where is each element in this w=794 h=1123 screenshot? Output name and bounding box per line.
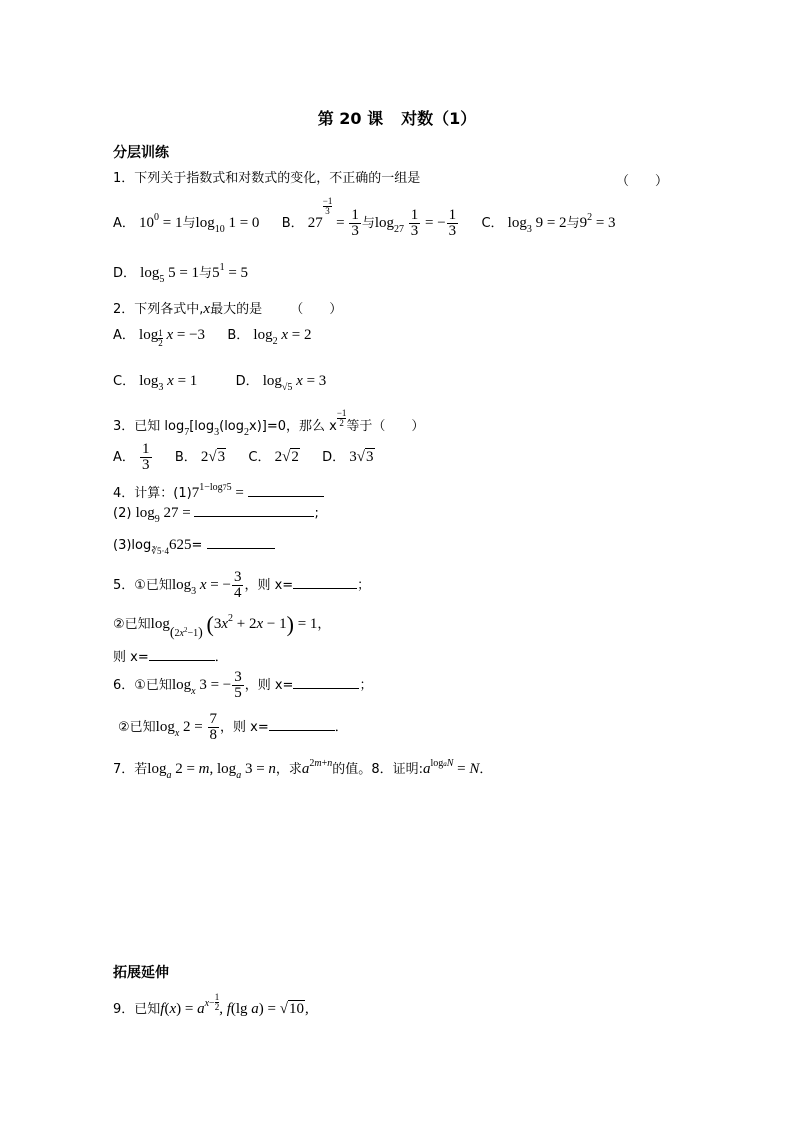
question-5-part-2-answer: 则 x= ． xyxy=(113,650,228,665)
option-b-label: B． xyxy=(281,216,304,231)
page-title xyxy=(0,106,794,129)
answer-blank-4-1[interactable] xyxy=(248,484,324,497)
answer-blank-5-2[interactable] xyxy=(149,648,215,661)
section-heading-extension: 拓展延伸 xyxy=(113,965,169,981)
question-5-part-2: ②已知$\log_{(2x^2-1)} (3x^2 + 2x - 1) = 1$， xyxy=(113,611,331,641)
question-5-part-1: 5．①已知$\log_3 x$ = − $\frac{3}{4}$ ，则 x= ； xyxy=(113,569,371,602)
answer-blank-5-1[interactable] xyxy=(293,576,357,589)
lesson-topic: 对数（1） xyxy=(401,109,477,128)
question-7-8: 7．若$\log_a 2 = m$, $\log_a 3 = n$，求$a^{2m+n}$的值。8．证明$:a^{logaN} = N$． xyxy=(113,758,493,781)
question-2-answer-paren: （ ） xyxy=(290,302,343,317)
question-9-stem: 9．已知$f(x) = a^{x- \frac{1}{2}}$ , f(lg a) = √10, xyxy=(113,992,309,1017)
question-1-option-d: D． $\log_5 5 = 1$与$5^1 = 5$ xyxy=(113,262,249,285)
answer-blank-6-1[interactable] xyxy=(293,676,359,689)
answer-blank-6-2[interactable] xyxy=(269,718,335,731)
question-2-options-ab: A． log $\frac{1}{2}$ x = −3 B． $\log_2 x = 2$ xyxy=(113,327,312,348)
option-a-formula: $10^0 = 1$ xyxy=(139,212,183,231)
question-3-options: A． $\frac{1}{3}$ B． 2√3 C． 2√2 D． 3√3 xyxy=(113,441,374,473)
answer-blank-4-3[interactable] xyxy=(207,536,275,549)
question-4-part-1: 4．计算：$(1)7^{1-log75}$ = xyxy=(113,484,324,504)
question-4-part-3: $(3)\log_{∛5\cdot 4}625=$ xyxy=(113,536,275,555)
question-3-stem: 3．已知 $\log_7[\log_3(\log_2x)]=0$，那么 x $\frac{-1}{2}$ 等于（ ） xyxy=(113,408,425,438)
question-1-answer-paren: （ ） xyxy=(616,174,669,189)
question-2-options-cd: C． $\log_3 x = 1$ D． $\log_{√5} x = 3$ xyxy=(113,373,327,393)
section-heading-layered: 分层训练 xyxy=(113,145,169,161)
lesson-number: 第 20 课 xyxy=(317,109,384,128)
option-b-formula: 27 $\frac{-1}{3}$ = $\frac{1}{3}$ xyxy=(307,196,359,240)
question-6-part-2: ②已知$\log_x 2$ = $\frac{7}{8}$ ，则 x= ． xyxy=(118,711,348,744)
question-6-part-1: 6．①已知$\log_x 3$ = − $\frac{3}{5}$ ，则 x= ； xyxy=(113,669,373,702)
option-c-label: C． xyxy=(481,216,504,231)
question-2-stem: 2．下列各式中,x最大的是 （ ） xyxy=(113,301,343,317)
option-c-formula: $\log_3 9 = 2$ xyxy=(507,215,567,235)
question-1-options-abc: A． $10^0 = 1$与$\log_{10} 1 = 0$ B． 27 $\frac{-1}{3}$ = $\frac{1}{3}$ 与$\log_{27}$ $\frac{1}{3}$ = − $\frac{1}{3}$ C． $\log_3 9 = 2$与$9^2 = 3$ xyxy=(113,196,616,240)
option-a-label: A． xyxy=(113,216,135,231)
question-4-part-2: (2) $\log_9 27$ = ; xyxy=(113,505,319,525)
question-1-stem: 1．下列关于指数式和对数式的变化，不正确的一组是 xyxy=(113,171,421,186)
answer-blank-4-2[interactable] xyxy=(194,504,314,517)
